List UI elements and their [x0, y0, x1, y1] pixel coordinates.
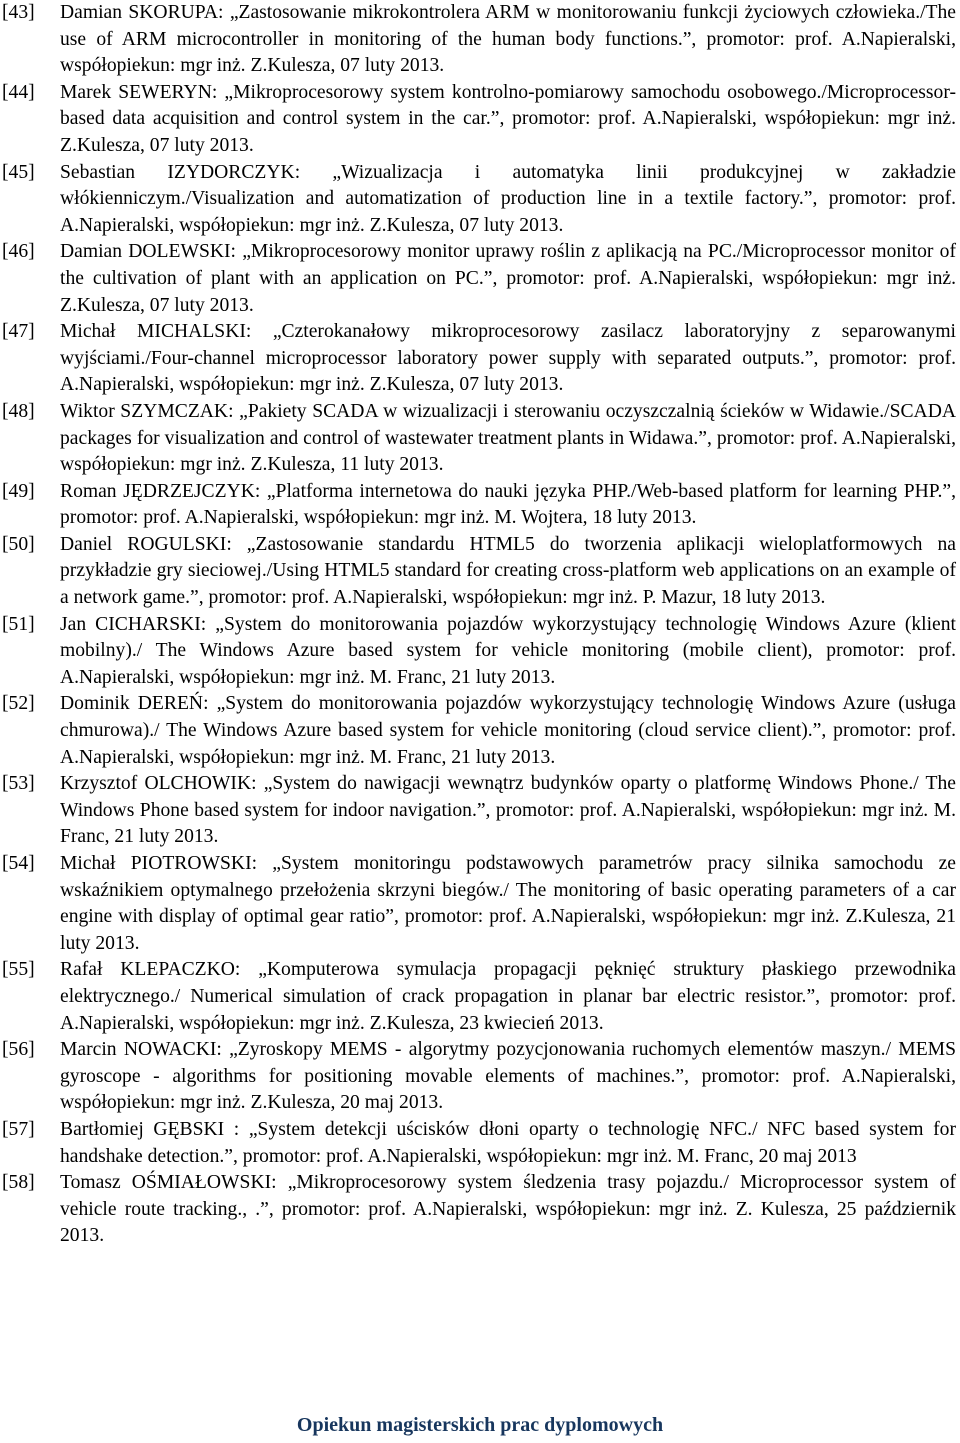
reference-item: [2, 0, 956, 80]
reference-item: [2, 319, 956, 399]
reference-number: [53]: [2, 773, 35, 795]
reference-item: [2, 160, 956, 240]
reference-text: Daniel ROGULSKI: „Zastosowanie standardu HTML5 do tworzenia aplikacji wieloplatformowych na przykładzie gry sieciowej./Using HTML5 standard for creating cross-platform web applications on an example of a network game.”, promotor: prof. A.Napieralski, współopiekun: mgr inż. P. Mazur, 18 luty 2013.: [60, 533, 956, 609]
reference-item: [2, 239, 956, 319]
reference-list: [2, 0, 956, 1250]
reference-number: [44]: [2, 81, 35, 103]
reference-text: Marek SEWERYN: „Mikroprocesorowy system kontrolno-pomiarowy samochodu osobowego./Microprocessor-based data acquisition and control system in the car.”, promotor: prof. A.Napieralski, współopiekun: mgr inż. Z.Kulesza, 07 luty 2013.: [60, 81, 956, 156]
reference-number: [57]: [2, 1118, 35, 1140]
reference-item: [2, 532, 956, 612]
reference-text: Krzysztof OLCHOWIK: „System do nawigacji wewnątrz budynków oparty o platformę Windows Phone./ The Windows Phone based system for indoor navigation.”, promotor: prof. A.Napieralski, współopiekun: mgr inż. M. Franc, 21 luty 2013.: [60, 773, 956, 848]
reference-item: [2, 612, 956, 692]
reference-text: Bartłomiej GĘBSKI : „System detekcji uścisków dłoni oparty o technologię NFC./ NFC based system for handshake detection.”, promotor: prof. A.Napieralski, współopiekun: mgr inż. M. Franc, 20 maj 2013: [60, 1118, 956, 1167]
reference-text: Roman JĘDRZEJCZYK: „Platforma internetowa do nauki języka PHP./Web-based platform for learning PHP.”, promotor: prof. A.Napieralski, współopiekun: mgr inż. M. Wojtera, 18 luty 2013.: [60, 480, 956, 529]
reference-text: Michał MICHALSKI: „Czterokanałowy mikroprocesorowy zasilacz laboratoryjny z separowanymi wyjściami./Four-channel microprocessor laboratory power supply with separated outputs.”, promotor: prof. A.Napieralski, współopiekun: mgr inż. Z.Kulesza, 07 luty 2013.: [60, 321, 956, 396]
reference-text: Michał PIOTROWSKI: „System monitoringu podstawowych parametrów pracy silnika samochodu ze wskaźnikiem optymalnego przełożenia skrzyni biegów./ The monitoring of basic operating parameters of a car engine with display of optimal gear ratio”, promotor: prof. A.Napieralski, współopiekun: mgr inż. Z.Kulesza, 21 luty 2013.: [60, 853, 956, 954]
reference-text: Marcin NOWACKI: „Zyroskopy MEMS - algorytmy pozycjonowania ruchomych elementów maszyn./ MEMS gyroscope - algorithms for positioning movable elements of machines.”, promotor: prof. A.Napieralski, współopiekun: mgr inż. Z.Kulesza, 20 maj 2013.: [60, 1039, 956, 1114]
reference-text: Damian SKORUPA: „Zastosowanie mikrokontrolera ARM w monitorowaniu funkcji życiowych człowieka./The use of ARM microcontroller in monitoring of the human body functions.”, promotor: prof. A.Napieralski, współopiekun: mgr inż. Z.Kulesza, 07 luty 2013.: [60, 2, 956, 77]
reference-text: Dominik DEREŃ: „System do monitorowania pojazdów wykorzystujący technologię Windows Azure (usługa chmurowa)./ The Windows Azure based system for vehicle monitoring (cloud service client).”, promotor: prof. A.Napieralski, współopiekun: mgr inż. M. Franc, 21 luty 2013.: [60, 693, 956, 768]
reference-text: Jan CICHARSKI: „System do monitorowania pojazdów wykorzystujący technologię Windows Azure (klient mobilny)./ The Windows Azure based system for vehicle monitoring (mobile client), promotor: prof. A.Napieralski, współopiekun: mgr inż. M. Franc, 21 luty 2013.: [60, 613, 956, 688]
reference-number: [56]: [2, 1039, 35, 1061]
reference-number: [49]: [2, 480, 35, 502]
reference-number: [52]: [2, 693, 35, 715]
reference-text: Tomasz OŚMIAŁOWSKI: „Mikroprocesorowy system śledzenia trasy pojazdu./ Microprocessor system of vehicle route tracking., .”, promotor: prof. A.Napieralski, współopiekun: mgr inż. Z. Kulesza, 25 październik 2013.: [60, 1172, 956, 1247]
reference-number: [43]: [2, 2, 35, 23]
reference-text: Wiktor SZYMCZAK: „Pakiety SCADA w wizualizacji i sterowaniu oczyszczalnią ścieków w Widawie./SCADA packages for visualization and control of wastewater treatment plants in Widawa.”, promotor: prof. A.Napieralski, współopiekun: mgr inż. Z.Kulesza, 11 luty 2013.: [60, 400, 956, 476]
reference-number: [55]: [2, 959, 35, 981]
reference-item: [2, 771, 956, 851]
reference-number: [58]: [2, 1172, 35, 1194]
reference-number: [51]: [2, 613, 35, 635]
reference-item: [2, 399, 956, 479]
reference-number: [47]: [2, 321, 35, 343]
reference-item: [2, 1037, 956, 1117]
reference-number: [50]: [2, 533, 35, 555]
reference-item: [2, 851, 956, 957]
reference-number: [54]: [2, 853, 35, 874]
reference-text: Sebastian IZYDORCZYK: „Wizualizacja i automatyka linii produkcyjnej w zakładzie włókienniczym./Visualization and automatization of production line in a textile factory.”, promotor: prof. A.Napieralski, współopiekun: mgr inż. Z.Kulesza, 07 luty 2013.: [60, 161, 956, 236]
reference-item: [2, 1117, 956, 1170]
reference-item: [2, 80, 956, 160]
reference-item: [2, 957, 956, 1037]
reference-number: [48]: [2, 400, 35, 422]
reference-item: [2, 1170, 956, 1250]
reference-text: Damian DOLEWSKI: „Mikroprocesorowy monitor uprawy roślin z aplikacją na PC./Microprocessor monitor of the cultivation of plant with an application on PC.”, promotor: prof. A.Napieralski, współopiekun: mgr inż. Z.Kulesza, 07 luty 2013.: [60, 241, 956, 316]
reference-number: [46]: [2, 241, 35, 263]
reference-item: [2, 691, 956, 771]
reference-item: [2, 479, 956, 532]
reference-text: Rafał KLEPACZKO: „Komputerowa symulacja propagacji pęknięć struktury płaskiego przewodnika elektrycznego./ Numerical simulation of crack propagation in planar bar electric resistor.”, promotor: prof. A.Napieralski, współopiekun: mgr inż. Z.Kulesza, 23 kwiecień 2013.: [60, 959, 956, 1034]
reference-number: [45]: [2, 161, 35, 183]
page-footer-title: Opiekun magisterskich prac dyplomowych: [296, 1414, 664, 1436]
